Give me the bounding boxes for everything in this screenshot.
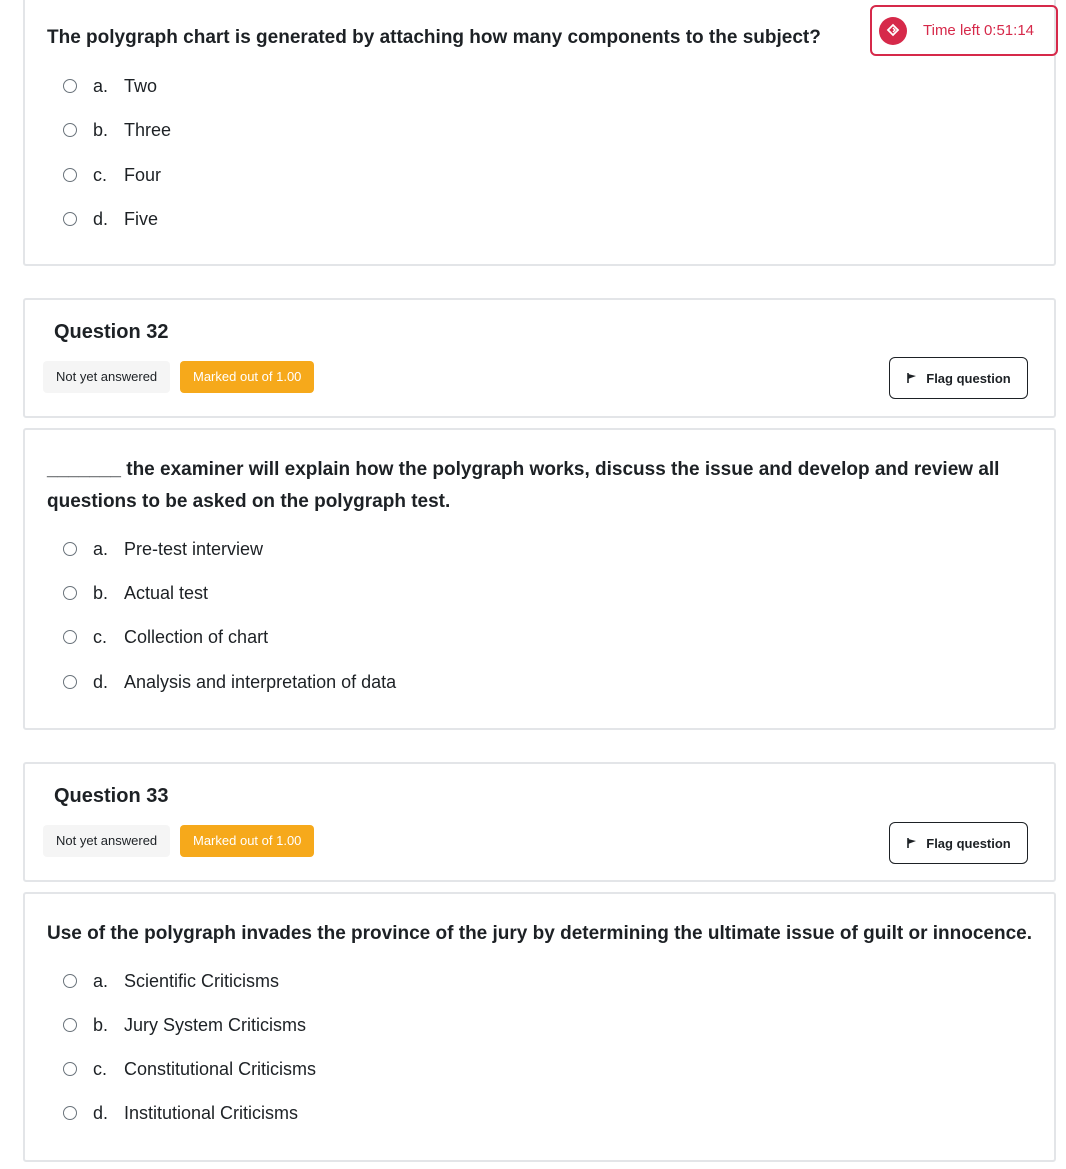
option-text: Pre-test interview xyxy=(124,538,264,559)
status-badge: Not yet answered xyxy=(43,825,170,857)
radio-d[interactable] xyxy=(63,212,77,226)
flag-label: Flag question xyxy=(926,370,1011,386)
option-b[interactable] xyxy=(63,581,208,605)
question-33-text: Use of the polygraph invades the province of the jury by determining the ultimate issue of guilt or innocence. xyxy=(47,923,1032,944)
option-letter: d. xyxy=(93,671,109,692)
timer-value: 0:51:14 xyxy=(983,22,1034,39)
option-letter: b. xyxy=(93,119,109,140)
option-text: Scientific Criticisms xyxy=(124,970,280,991)
option-d[interactable] xyxy=(63,670,396,694)
option-d[interactable] xyxy=(63,1101,298,1125)
flag-question-button[interactable] xyxy=(889,822,1028,864)
flag-label: Flag question xyxy=(926,835,1011,851)
option-text: Actual test xyxy=(124,582,209,603)
question-32-text-line2: questions to be asked on the polygraph test. xyxy=(47,491,451,512)
option-letter: d. xyxy=(93,1102,109,1123)
option-a[interactable] xyxy=(63,537,263,561)
option-b[interactable] xyxy=(63,118,171,142)
option-c[interactable] xyxy=(63,625,268,649)
flag-icon xyxy=(906,372,918,384)
option-a[interactable] xyxy=(63,969,279,993)
question-number: Question 33 xyxy=(54,785,169,807)
timer-icon[interactable] xyxy=(879,17,907,45)
radio-a[interactable] xyxy=(63,542,77,556)
marks-badge: Marked out of 1.00 xyxy=(180,825,314,857)
option-c[interactable] xyxy=(63,1057,316,1081)
marks-badge: Marked out of 1.00 xyxy=(180,361,314,393)
radio-b[interactable] xyxy=(63,123,77,137)
option-c[interactable] xyxy=(63,163,161,187)
option-letter: c. xyxy=(93,1058,108,1079)
option-a[interactable] xyxy=(63,74,157,98)
question-33-info xyxy=(23,762,1056,882)
option-text: Jury System Criticisms xyxy=(124,1014,307,1035)
question-31-text: The polygraph chart is generated by attaching how many components to the subject? xyxy=(47,27,821,48)
question-32-content xyxy=(23,428,1056,730)
question-32-info xyxy=(23,298,1056,418)
option-letter: d. xyxy=(93,208,109,229)
question-32-text-line1: _______ the examiner will explain how the polygraph works, discuss the issue and develop and review all xyxy=(47,459,1000,480)
option-letter: b. xyxy=(93,1014,109,1035)
option-letter: c. xyxy=(93,164,108,185)
radio-c[interactable] xyxy=(63,1062,77,1076)
radio-d[interactable] xyxy=(63,675,77,689)
option-text: Four xyxy=(124,164,162,185)
option-letter: a. xyxy=(93,538,109,559)
option-b[interactable] xyxy=(63,1013,306,1037)
option-letter: a. xyxy=(93,75,109,96)
radio-a[interactable] xyxy=(63,79,77,93)
option-letter: b. xyxy=(93,582,109,603)
status-badge: Not yet answered xyxy=(43,361,170,393)
timer-label: Time left xyxy=(923,22,980,39)
radio-c[interactable] xyxy=(63,168,77,182)
radio-b[interactable] xyxy=(63,586,77,600)
option-text: Analysis and interpretation of data xyxy=(124,671,397,692)
radio-d[interactable] xyxy=(63,1106,77,1120)
option-text: Constitutional Criticisms xyxy=(124,1058,317,1079)
option-text: Five xyxy=(124,208,159,229)
timer-box xyxy=(870,5,1058,56)
option-letter: c. xyxy=(93,626,108,647)
radio-a[interactable] xyxy=(63,974,77,988)
question-number: Question 32 xyxy=(54,321,169,343)
radio-c[interactable] xyxy=(63,630,77,644)
radio-b[interactable] xyxy=(63,1018,77,1032)
option-letter: a. xyxy=(93,970,109,991)
option-text: Three xyxy=(124,119,172,140)
flag-icon xyxy=(906,837,918,849)
option-d[interactable] xyxy=(63,207,158,231)
option-text: Institutional Criticisms xyxy=(124,1102,299,1123)
question-33-content xyxy=(23,892,1056,1162)
option-text: Two xyxy=(124,75,158,96)
flag-question-button[interactable] xyxy=(889,357,1028,399)
option-text: Collection of chart xyxy=(124,626,269,647)
